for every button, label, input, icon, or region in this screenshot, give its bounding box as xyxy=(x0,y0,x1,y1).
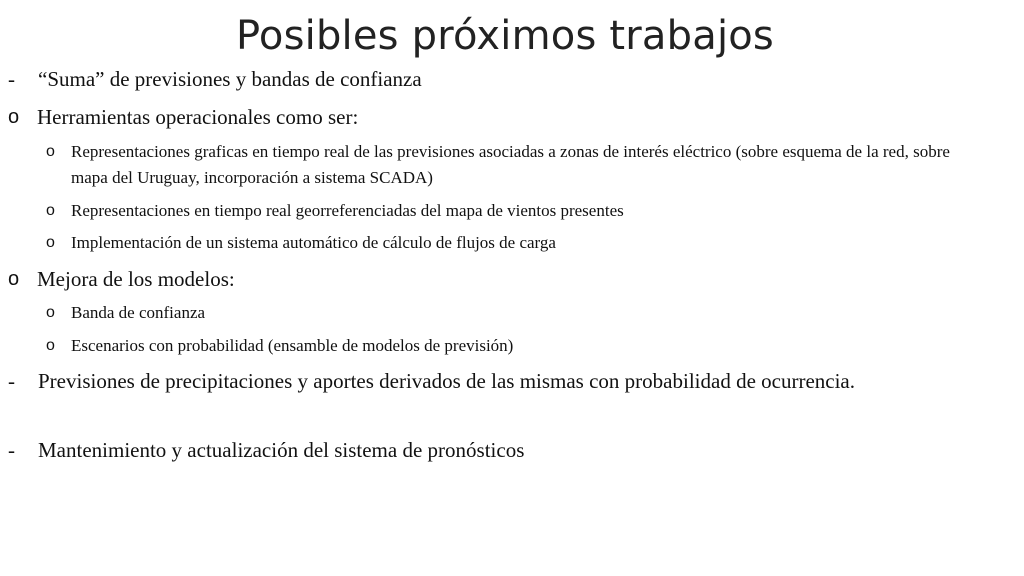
list-item xyxy=(8,64,948,95)
list-item xyxy=(46,198,971,224)
circle-bullet: o xyxy=(46,234,55,251)
list-item-text: Previsiones de precipitaciones y aportes derivados de las mismas con probabilidad de ocurrencia. xyxy=(38,369,855,393)
circle-bullet: o xyxy=(46,143,55,160)
dash-bullet: - xyxy=(8,67,15,91)
list-item-text: Mantenimiento y actualización del sistema de pronósticos xyxy=(38,438,525,462)
dash-bullet: - xyxy=(8,438,15,462)
list-item xyxy=(46,139,971,191)
circle-bullet: o xyxy=(8,268,20,290)
list-item xyxy=(8,102,948,133)
list-item-text: Escenarios con probabilidad (ensamble de modelos de previsión) xyxy=(71,336,514,355)
circle-bullet: o xyxy=(8,106,20,128)
list-item-text: Representaciones en tiempo real georreferenciadas del mapa de vientos presentes xyxy=(71,201,624,220)
list-item xyxy=(8,366,928,397)
page-title: Posibles próximos trabajos xyxy=(236,13,774,59)
list-item xyxy=(8,264,948,295)
list-item xyxy=(46,300,971,326)
list-item xyxy=(46,333,971,359)
list-item-text: Herramientas operacionales como ser: xyxy=(37,105,359,129)
circle-bullet: o xyxy=(46,304,55,321)
list-item-text: Implementación de un sistema automático de cálculo de flujos de carga xyxy=(71,233,556,252)
list-item-text: “Suma” de previsiones y bandas de confianza xyxy=(38,67,422,91)
list-item xyxy=(46,230,971,256)
circle-bullet: o xyxy=(46,202,55,219)
list-item-text: Representaciones graficas en tiempo real de las previsiones asociadas a zonas de interés eléctrico (sobre esquema de la red, sobre mapa del Uruguay, incorporación a sistema SCADA) xyxy=(71,142,950,187)
list-item-text: Mejora de los modelos: xyxy=(37,267,235,291)
list-item xyxy=(8,435,948,466)
circle-bullet: o xyxy=(46,337,55,354)
list-item-text: Banda de confianza xyxy=(71,303,206,322)
dash-bullet: - xyxy=(8,369,15,393)
